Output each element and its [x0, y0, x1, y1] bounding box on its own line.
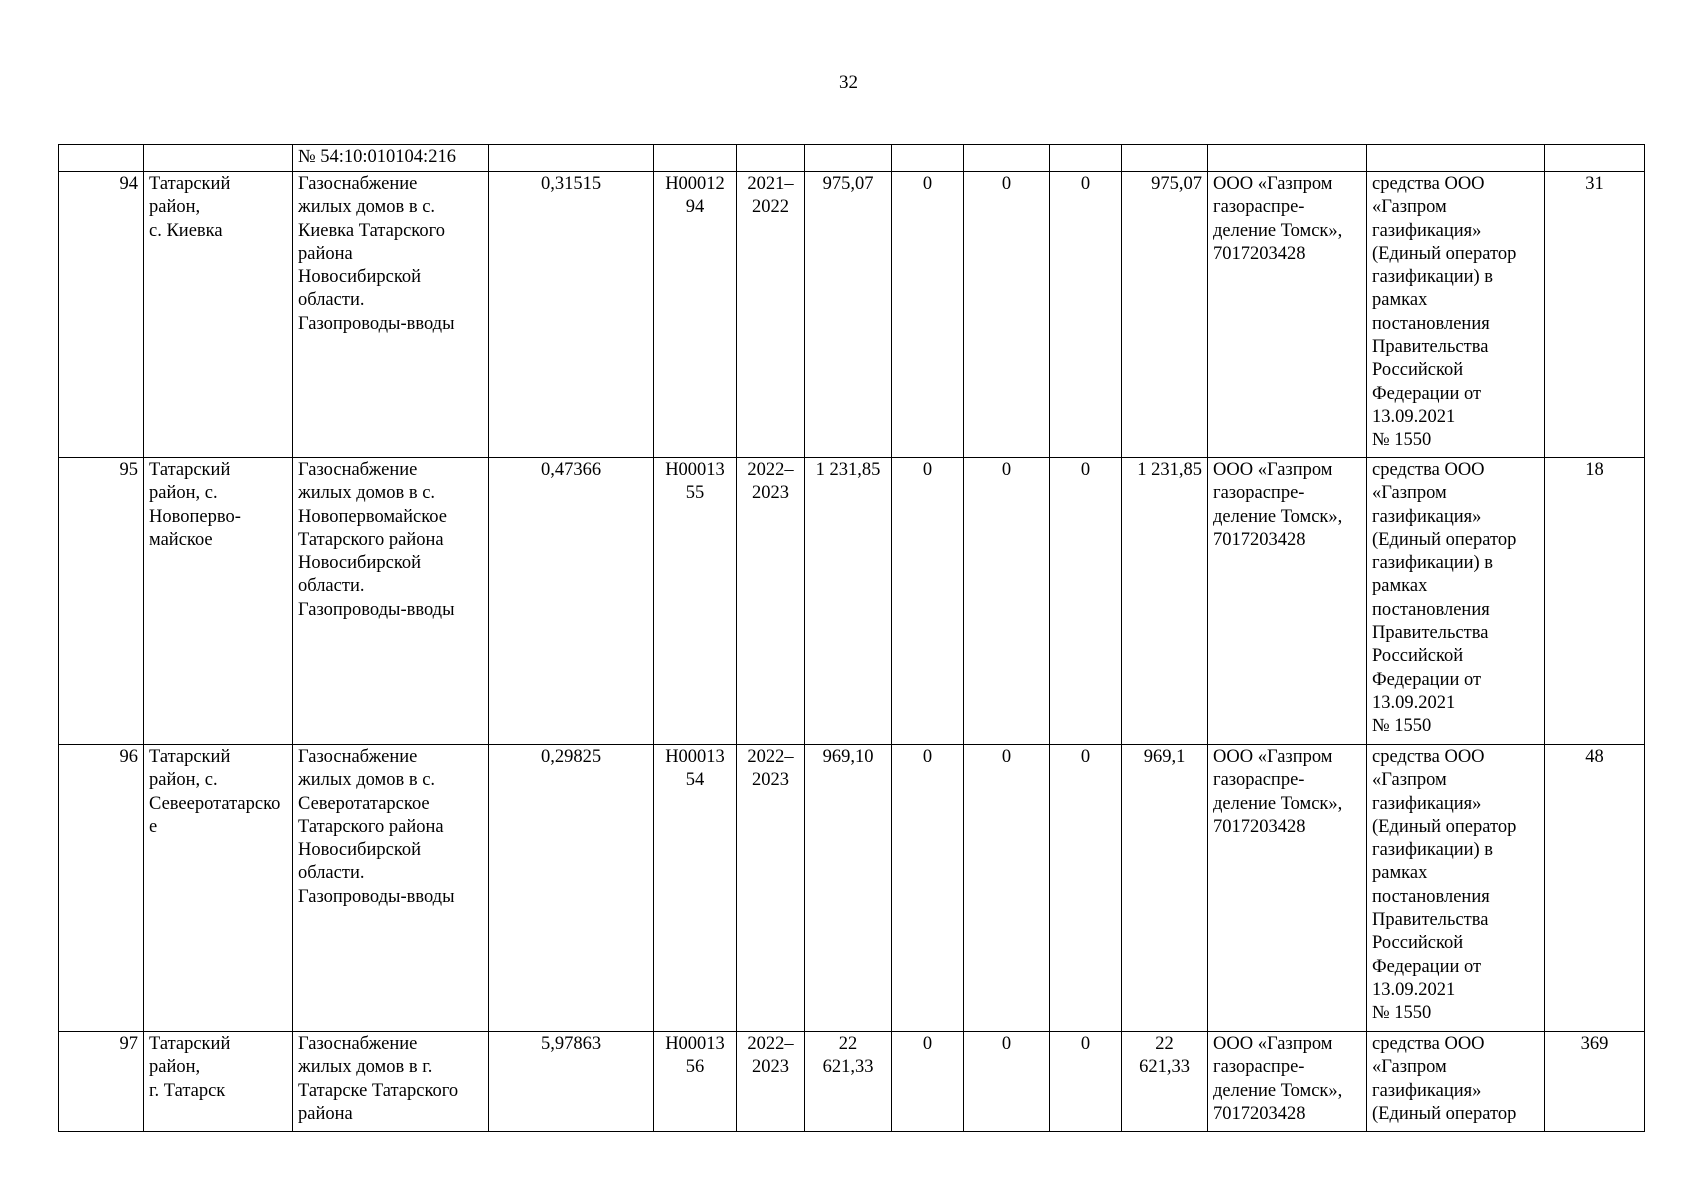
cell-value: 969,1 [1122, 745, 1208, 1032]
cell-cost-total: 22 621,33 [805, 1032, 892, 1132]
table-row [59, 458, 1645, 745]
cell-source: средства ООО «Газпром газификация» (Единый оператор газификации) в рамках постановления Правительства Российской Федерации от 13.09.2021 № 1550 [1367, 458, 1545, 745]
cell-empty [144, 145, 293, 172]
cell-value: 975,07 [1122, 172, 1208, 458]
cell-row-number: 96 [59, 745, 144, 1032]
cell-empty [1367, 145, 1545, 172]
cell-object: Газоснабжение жилых домов в г. Татарске Татарского района [293, 1032, 489, 1132]
cell-value: 0 [892, 745, 964, 1032]
gasification-table [58, 144, 1645, 1132]
cell-years: 2022– 2023 [737, 745, 805, 1032]
cell-source: средства ООО «Газпром газификация» (Единый оператор газификации) в рамках постановления Правительства Российской Федерации от 13.09.2021 № 1550 [1367, 745, 1545, 1032]
cell-source: средства ООО «Газпром газификация» (Единый оператор газификации) в рамках постановления Правительства Российской Федерации от 13.09.2021 № 1550 [1367, 172, 1545, 458]
cell-years: 2021– 2022 [737, 172, 805, 458]
cell-locality: Татарский район, г. Татарск [144, 1032, 293, 1132]
cell-code: Н00013 56 [654, 1032, 737, 1132]
cell-object: Газоснабжение жилых домов в с. Северотатарское Татарского района Новосибирской области. Газопроводы-вводы [293, 745, 489, 1032]
cell-locality: Татарский район, с. Новоперво- майское [144, 458, 293, 745]
cell-length: 5,97863 [489, 1032, 654, 1132]
cell-row-number: 94 [59, 172, 144, 458]
cell-empty [1545, 145, 1645, 172]
cell-object: Газоснабжение жилых домов в с. Киевка Татарского района Новосибирской области. Газопроводы-вводы [293, 172, 489, 458]
cell-value: 22 621,33 [1122, 1032, 1208, 1132]
cell-code: Н00013 54 [654, 745, 737, 1032]
cell-cost-total: 975,07 [805, 172, 892, 458]
table-row [59, 745, 1645, 1032]
cell-cost-total: 1 231,85 [805, 458, 892, 745]
cell-code: Н00012 94 [654, 172, 737, 458]
cell-empty [892, 145, 964, 172]
cell-empty [964, 145, 1050, 172]
cell-source: средства ООО «Газпром газификация» (Единый оператор [1367, 1032, 1545, 1132]
cell-empty [654, 145, 737, 172]
cell-executor: ООО «Газпром газораспре- деление Томск», 7017203428 [1208, 1032, 1367, 1132]
table-row-continuation [59, 145, 1645, 172]
cell-value: 0 [892, 172, 964, 458]
cell-value: 0 [892, 1032, 964, 1132]
cell-locality: Татарский район, с. Киевка [144, 172, 293, 458]
cell-value: 0 [964, 172, 1050, 458]
cell-value: 0 [1050, 172, 1122, 458]
cell-value: 0 [1050, 745, 1122, 1032]
table-row [59, 172, 1645, 458]
cell-executor: ООО «Газпром газораспре- деление Томск», 7017203428 [1208, 458, 1367, 745]
cell-value: 0 [1050, 1032, 1122, 1132]
cell-row-number: 97 [59, 1032, 144, 1132]
cell-count: 369 [1545, 1032, 1645, 1132]
cell-value: 0 [964, 1032, 1050, 1132]
cell-length: 0,47366 [489, 458, 654, 745]
cell-empty [489, 145, 654, 172]
cell-empty [805, 145, 892, 172]
cell-value: 1 231,85 [1122, 458, 1208, 745]
cell-length: 0,29825 [489, 745, 654, 1032]
cell-empty [59, 145, 144, 172]
cell-count: 48 [1545, 745, 1645, 1032]
table-row [59, 1032, 1645, 1132]
cell-value: 0 [964, 745, 1050, 1032]
cell-count: 31 [1545, 172, 1645, 458]
cell-row-number: 95 [59, 458, 144, 745]
cell-count: 18 [1545, 458, 1645, 745]
cell-executor: ООО «Газпром газораспре- деление Томск», 7017203428 [1208, 745, 1367, 1032]
page-number: 32 [839, 72, 858, 93]
cell-length: 0,31515 [489, 172, 654, 458]
cell-years: 2022– 2023 [737, 1032, 805, 1132]
cell-code: Н00013 55 [654, 458, 737, 745]
cell-cost-total: 969,10 [805, 745, 892, 1032]
cell-locality: Татарский район, с. Севееротатарско е [144, 745, 293, 1032]
cell-empty [737, 145, 805, 172]
cell-empty [1122, 145, 1208, 172]
cell-cadastral-number: № 54:10:010104:216 [293, 145, 489, 172]
cell-empty [1208, 145, 1367, 172]
cell-value: 0 [1050, 458, 1122, 745]
cell-years: 2022– 2023 [737, 458, 805, 745]
cell-empty [1050, 145, 1122, 172]
cell-executor: ООО «Газпром газораспре- деление Томск», 7017203428 [1208, 172, 1367, 458]
cell-object: Газоснабжение жилых домов в с. Новопервомайское Татарского района Новосибирской области. Газопроводы-вводы [293, 458, 489, 745]
cell-value: 0 [892, 458, 964, 745]
cell-value: 0 [964, 458, 1050, 745]
